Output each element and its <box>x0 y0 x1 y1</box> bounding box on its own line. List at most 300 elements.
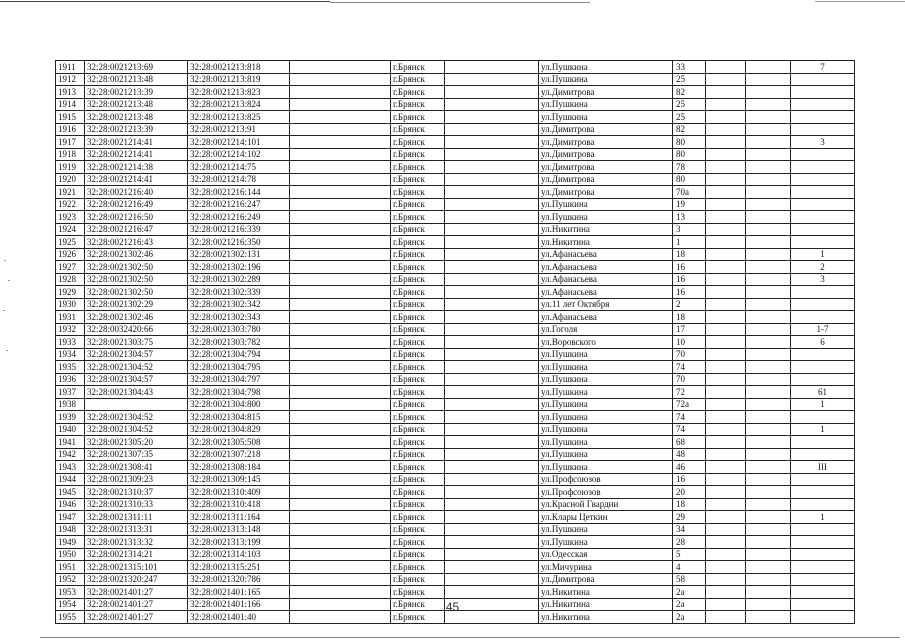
empty-cell <box>706 498 746 511</box>
empty-cell <box>706 61 746 74</box>
empty-cell <box>746 511 791 524</box>
house-number-cell: 25 <box>673 111 706 124</box>
row-number: 1939 <box>56 411 85 424</box>
cadastral-number-land: 32:28:0021213:48 <box>85 73 188 86</box>
apartment-cell <box>791 498 855 511</box>
empty-cell <box>706 411 746 424</box>
apartment-cell <box>791 348 855 361</box>
empty-cell <box>290 511 391 524</box>
house-number-cell: 4 <box>673 561 706 574</box>
empty-cell <box>445 73 539 86</box>
street-cell: ул.Клары Цеткин <box>539 511 673 524</box>
table-row <box>56 273 855 286</box>
row-number: 1921 <box>56 186 85 199</box>
cadastral-number-land: 32:28:0021401:27 <box>85 586 188 599</box>
empty-cell <box>746 248 791 261</box>
empty-cell <box>290 411 391 424</box>
table-row <box>56 173 855 186</box>
street-cell: ул.Никитина <box>539 236 673 249</box>
cadastral-number-land <box>85 398 188 411</box>
table-row <box>56 411 855 424</box>
empty-cell <box>445 511 539 524</box>
street-cell: ул.Пушкина <box>539 361 673 374</box>
city-cell: г.Брянск <box>391 436 445 449</box>
cadastral-number-land: 32:28:0021213:39 <box>85 86 188 99</box>
table-row <box>56 323 855 336</box>
city-cell: г.Брянск <box>391 123 445 136</box>
house-number-cell: 28 <box>673 536 706 549</box>
street-cell: ул.Пушкина <box>539 411 673 424</box>
street-cell: ул.Пушкина <box>539 461 673 474</box>
table-row <box>56 573 855 586</box>
table-row <box>56 423 855 436</box>
city-cell: г.Брянск <box>391 461 445 474</box>
empty-cell <box>290 161 391 174</box>
row-number: 1943 <box>56 461 85 474</box>
house-number-cell: 82 <box>673 86 706 99</box>
cadastral-number-object: 32:28:0021302:289 <box>188 273 290 286</box>
row-number: 1942 <box>56 448 85 461</box>
city-cell: г.Брянск <box>391 61 445 74</box>
cadastral-number-land: 32:28:0021214:41 <box>85 136 188 149</box>
row-number: 1929 <box>56 286 85 299</box>
registry-table <box>55 60 855 624</box>
empty-cell <box>290 348 391 361</box>
empty-cell <box>746 423 791 436</box>
cadastral-number-object: 32:28:0021214:101 <box>188 136 290 149</box>
apartment-cell: 1-7 <box>791 323 855 336</box>
empty-cell <box>445 123 539 136</box>
table-row <box>56 111 855 124</box>
table-row <box>56 236 855 249</box>
empty-cell <box>445 261 539 274</box>
house-number-cell: 3 <box>673 223 706 236</box>
city-cell: г.Брянск <box>391 411 445 424</box>
row-number: 1933 <box>56 336 85 349</box>
empty-cell <box>746 86 791 99</box>
empty-cell <box>706 573 746 586</box>
empty-cell <box>706 486 746 499</box>
apartment-cell: 3 <box>791 136 855 149</box>
table-row <box>56 398 855 411</box>
street-cell: ул.Афанасьева <box>539 248 673 261</box>
empty-cell <box>445 348 539 361</box>
empty-cell <box>746 198 791 211</box>
house-number-cell: 20 <box>673 486 706 499</box>
cadastral-number-object: 32:28:0021303:780 <box>188 323 290 336</box>
cadastral-number-object: 32:28:0021213:819 <box>188 73 290 86</box>
cadastral-number-land: 32:28:0021310:33 <box>85 498 188 511</box>
empty-cell <box>706 311 746 324</box>
row-number: 1920 <box>56 173 85 186</box>
house-number-cell: 13 <box>673 211 706 224</box>
house-number-cell: 1 <box>673 236 706 249</box>
empty-cell <box>290 536 391 549</box>
empty-cell <box>445 361 539 374</box>
cadastral-number-land: 32:28:0021213:48 <box>85 98 188 111</box>
row-number: 1940 <box>56 423 85 436</box>
city-cell: г.Брянск <box>391 373 445 386</box>
cadastral-number-land: 32:28:0021216:40 <box>85 186 188 199</box>
street-cell: ул.Профсоюзов <box>539 486 673 499</box>
empty-cell <box>290 373 391 386</box>
apartment-cell <box>791 361 855 374</box>
empty-cell <box>290 223 391 236</box>
city-cell: г.Брянск <box>391 386 445 399</box>
table-row <box>56 311 855 324</box>
cadastral-number-land: 32:28:0021311:11 <box>85 511 188 524</box>
row-number: 1923 <box>56 211 85 224</box>
empty-cell <box>445 298 539 311</box>
empty-cell <box>706 286 746 299</box>
house-number-cell: 48 <box>673 448 706 461</box>
row-number: 1915 <box>56 111 85 124</box>
empty-cell <box>706 523 746 536</box>
empty-cell <box>445 548 539 561</box>
cadastral-number-land: 32:28:0021320:247 <box>85 573 188 586</box>
empty-cell <box>746 536 791 549</box>
empty-cell <box>290 386 391 399</box>
empty-cell <box>445 586 539 599</box>
city-cell: г.Брянск <box>391 86 445 99</box>
row-number: 1917 <box>56 136 85 149</box>
house-number-cell: 74 <box>673 411 706 424</box>
city-cell: г.Брянск <box>391 573 445 586</box>
row-number: 1947 <box>56 511 85 524</box>
empty-cell <box>746 373 791 386</box>
empty-cell <box>706 386 746 399</box>
empty-cell <box>290 398 391 411</box>
street-cell: ул.Димитрова <box>539 161 673 174</box>
cadastral-number-object: 32:28:0021308:184 <box>188 461 290 474</box>
street-cell: ул.Афанасьева <box>539 311 673 324</box>
table-row <box>56 211 855 224</box>
row-number: 1928 <box>56 273 85 286</box>
empty-cell <box>746 223 791 236</box>
empty-cell <box>706 211 746 224</box>
street-cell: ул.Пушкина <box>539 436 673 449</box>
empty-cell <box>746 123 791 136</box>
table-row <box>56 248 855 261</box>
street-cell: ул.Димитрова <box>539 173 673 186</box>
cadastral-number-object: 32:28:0021214:78 <box>188 173 290 186</box>
row-number: 1914 <box>56 98 85 111</box>
cadastral-number-land: 32:28:0021315:101 <box>85 561 188 574</box>
empty-cell <box>290 148 391 161</box>
city-cell: г.Брянск <box>391 398 445 411</box>
street-cell: ул.Пушкина <box>539 98 673 111</box>
street-cell: ул.Димитрова <box>539 123 673 136</box>
street-cell: ул.Пушкина <box>539 386 673 399</box>
street-cell: ул.Пушкина <box>539 61 673 74</box>
city-cell: г.Брянск <box>391 486 445 499</box>
row-number: 1938 <box>56 398 85 411</box>
empty-cell <box>746 448 791 461</box>
empty-cell <box>706 161 746 174</box>
street-cell: ул.11 лет Октября <box>539 298 673 311</box>
cadastral-number-land: 32:28:0021216:43 <box>85 236 188 249</box>
table-row <box>56 361 855 374</box>
table-row <box>56 461 855 474</box>
empty-cell <box>290 261 391 274</box>
empty-cell <box>445 236 539 249</box>
house-number-cell: 34 <box>673 523 706 536</box>
empty-cell <box>746 498 791 511</box>
empty-cell <box>290 173 391 186</box>
cadastral-number-land: 32:28:0021304:57 <box>85 373 188 386</box>
cadastral-number-object: 32:28:0021302:343 <box>188 311 290 324</box>
cadastral-number-object: 32:28:0021302:131 <box>188 248 290 261</box>
apartment-cell <box>791 448 855 461</box>
empty-cell <box>706 536 746 549</box>
cadastral-number-land: 32:28:0021302:29 <box>85 298 188 311</box>
table-row <box>56 511 855 524</box>
empty-cell <box>706 448 746 461</box>
empty-cell <box>706 148 746 161</box>
row-number: 1950 <box>56 548 85 561</box>
street-cell: ул.Пушкина <box>539 423 673 436</box>
street-cell: ул.Гоголя <box>539 323 673 336</box>
empty-cell <box>746 398 791 411</box>
empty-cell <box>290 423 391 436</box>
empty-cell <box>706 198 746 211</box>
city-cell: г.Брянск <box>391 298 445 311</box>
empty-cell <box>706 261 746 274</box>
table-row <box>56 261 855 274</box>
apartment-cell: 61 <box>791 386 855 399</box>
empty-cell <box>746 186 791 199</box>
table-row <box>56 486 855 499</box>
empty-cell <box>290 323 391 336</box>
row-number: 1927 <box>56 261 85 274</box>
table-row <box>56 548 855 561</box>
empty-cell <box>706 136 746 149</box>
empty-cell <box>746 336 791 349</box>
empty-cell <box>746 348 791 361</box>
scan-line <box>0 1 330 2</box>
house-number-cell: 72 <box>673 386 706 399</box>
empty-cell <box>290 111 391 124</box>
apartment-cell <box>791 186 855 199</box>
table-row <box>56 123 855 136</box>
row-number: 1919 <box>56 161 85 174</box>
house-number-cell: 18 <box>673 311 706 324</box>
empty-cell <box>445 536 539 549</box>
apartment-cell: 2 <box>791 261 855 274</box>
empty-cell <box>290 73 391 86</box>
house-number-cell: 33 <box>673 61 706 74</box>
empty-cell <box>746 573 791 586</box>
house-number-cell: 74 <box>673 423 706 436</box>
house-number-cell: 2а <box>673 598 706 611</box>
apartment-cell <box>791 123 855 136</box>
empty-cell <box>445 223 539 236</box>
row-number: 1935 <box>56 361 85 374</box>
empty-cell <box>290 336 391 349</box>
empty-cell <box>746 161 791 174</box>
house-number-cell: 16 <box>673 273 706 286</box>
cadastral-number-land: 32:28:0021213:48 <box>85 111 188 124</box>
row-number: 1925 <box>56 236 85 249</box>
empty-cell <box>706 236 746 249</box>
city-cell: г.Брянск <box>391 323 445 336</box>
empty-cell <box>706 548 746 561</box>
table-row <box>56 348 855 361</box>
street-cell: ул.Никитина <box>539 223 673 236</box>
empty-cell <box>746 211 791 224</box>
cadastral-number-object: 32:28:0021216:339 <box>188 223 290 236</box>
empty-cell <box>445 473 539 486</box>
cadastral-number-object: 32:28:0021315:251 <box>188 561 290 574</box>
empty-cell <box>290 123 391 136</box>
house-number-cell: 18 <box>673 498 706 511</box>
scan-line <box>815 1 905 2</box>
empty-cell <box>706 423 746 436</box>
empty-cell <box>290 198 391 211</box>
city-cell: г.Брянск <box>391 311 445 324</box>
apartment-cell <box>791 211 855 224</box>
empty-cell <box>290 498 391 511</box>
cadastral-number-object: 32:28:0021309:145 <box>188 473 290 486</box>
house-number-cell: 68 <box>673 436 706 449</box>
empty-cell <box>706 98 746 111</box>
empty-cell <box>746 136 791 149</box>
cadastral-number-object: 32:28:0021213:818 <box>188 61 290 74</box>
empty-cell <box>706 173 746 186</box>
row-number: 1946 <box>56 498 85 511</box>
cadastral-number-land: 32:28:0021214:41 <box>85 173 188 186</box>
empty-cell <box>290 61 391 74</box>
apartment-cell <box>791 73 855 86</box>
empty-cell <box>290 461 391 474</box>
row-number: 1912 <box>56 73 85 86</box>
cadastral-number-land: 32:28:0021214:38 <box>85 161 188 174</box>
house-number-cell: 10 <box>673 336 706 349</box>
empty-cell <box>445 448 539 461</box>
apartment-cell <box>791 436 855 449</box>
city-cell: г.Брянск <box>391 273 445 286</box>
empty-cell <box>706 561 746 574</box>
cadastral-number-object: 32:28:0021304:800 <box>188 398 290 411</box>
city-cell: г.Брянск <box>391 211 445 224</box>
table-row <box>56 286 855 299</box>
table-row <box>56 586 855 599</box>
cadastral-number-land: 32:28:0021216:49 <box>85 198 188 211</box>
cadastral-number-object: 32:28:0021304:795 <box>188 361 290 374</box>
cadastral-number-object: 32:28:0021310:418 <box>188 498 290 511</box>
empty-cell <box>746 548 791 561</box>
street-cell: ул.Пушкина <box>539 73 673 86</box>
empty-cell <box>445 161 539 174</box>
cadastral-number-object: 32:28:0021302:339 <box>188 286 290 299</box>
empty-cell <box>746 311 791 324</box>
street-cell: ул.Никитина <box>539 611 673 624</box>
table-row <box>56 336 855 349</box>
scan-bottom-border <box>40 637 900 638</box>
empty-cell <box>445 373 539 386</box>
empty-cell <box>290 548 391 561</box>
empty-cell <box>290 186 391 199</box>
house-number-cell: 80 <box>673 136 706 149</box>
house-number-cell: 2 <box>673 298 706 311</box>
empty-cell <box>706 461 746 474</box>
empty-cell <box>445 148 539 161</box>
empty-cell <box>746 523 791 536</box>
row-number: 1926 <box>56 248 85 261</box>
empty-cell <box>445 398 539 411</box>
cadastral-number-land: 32:28:0021304:52 <box>85 411 188 424</box>
city-cell: г.Брянск <box>391 161 445 174</box>
empty-cell <box>445 136 539 149</box>
table-row <box>56 73 855 86</box>
city-cell: г.Брянск <box>391 523 445 536</box>
apartment-cell <box>791 236 855 249</box>
empty-cell <box>706 361 746 374</box>
empty-cell <box>290 573 391 586</box>
empty-cell <box>706 336 746 349</box>
table-row <box>56 498 855 511</box>
empty-cell <box>290 361 391 374</box>
apartment-cell <box>791 161 855 174</box>
city-cell: г.Брянск <box>391 561 445 574</box>
cadastral-number-land: 32:28:0021302:46 <box>85 248 188 261</box>
cadastral-number-land: 32:28:0021314:21 <box>85 548 188 561</box>
street-cell: ул.Воровского <box>539 336 673 349</box>
apartment-cell <box>791 111 855 124</box>
house-number-cell: 82 <box>673 123 706 136</box>
empty-cell <box>290 248 391 261</box>
house-number-cell: 70 <box>673 373 706 386</box>
empty-cell <box>445 523 539 536</box>
empty-cell <box>445 498 539 511</box>
empty-cell <box>706 273 746 286</box>
row-number: 1953 <box>56 586 85 599</box>
apartment-cell <box>791 286 855 299</box>
cadastral-number-land: 32:28:0021302:50 <box>85 286 188 299</box>
page-number: 45 <box>445 600 460 614</box>
empty-cell <box>746 273 791 286</box>
empty-cell <box>746 486 791 499</box>
row-number: 1944 <box>56 473 85 486</box>
city-cell: г.Брянск <box>391 511 445 524</box>
house-number-cell: 80 <box>673 173 706 186</box>
apartment-cell <box>791 173 855 186</box>
house-number-cell: 25 <box>673 73 706 86</box>
empty-cell <box>706 348 746 361</box>
cadastral-number-object: 32:28:0021313:148 <box>188 523 290 536</box>
table-row <box>56 136 855 149</box>
table-row <box>56 86 855 99</box>
empty-cell <box>445 561 539 574</box>
empty-cell <box>445 336 539 349</box>
city-cell: г.Брянск <box>391 473 445 486</box>
cadastral-number-land: 32:28:0021216:47 <box>85 223 188 236</box>
house-number-cell: 70а <box>673 186 706 199</box>
city-cell: г.Брянск <box>391 498 445 511</box>
city-cell: г.Брянск <box>391 448 445 461</box>
empty-cell <box>706 586 746 599</box>
city-cell: г.Брянск <box>391 336 445 349</box>
cadastral-number-object: 32:28:0021401:40 <box>188 611 290 624</box>
empty-cell <box>290 561 391 574</box>
row-number: 1911 <box>56 61 85 74</box>
row-number: 1952 <box>56 573 85 586</box>
empty-cell <box>746 361 791 374</box>
table-row <box>56 186 855 199</box>
empty-cell <box>445 98 539 111</box>
cadastral-number-land: 32:28:0021303:75 <box>85 336 188 349</box>
cadastral-number-land: 32:28:0021216:50 <box>85 211 188 224</box>
